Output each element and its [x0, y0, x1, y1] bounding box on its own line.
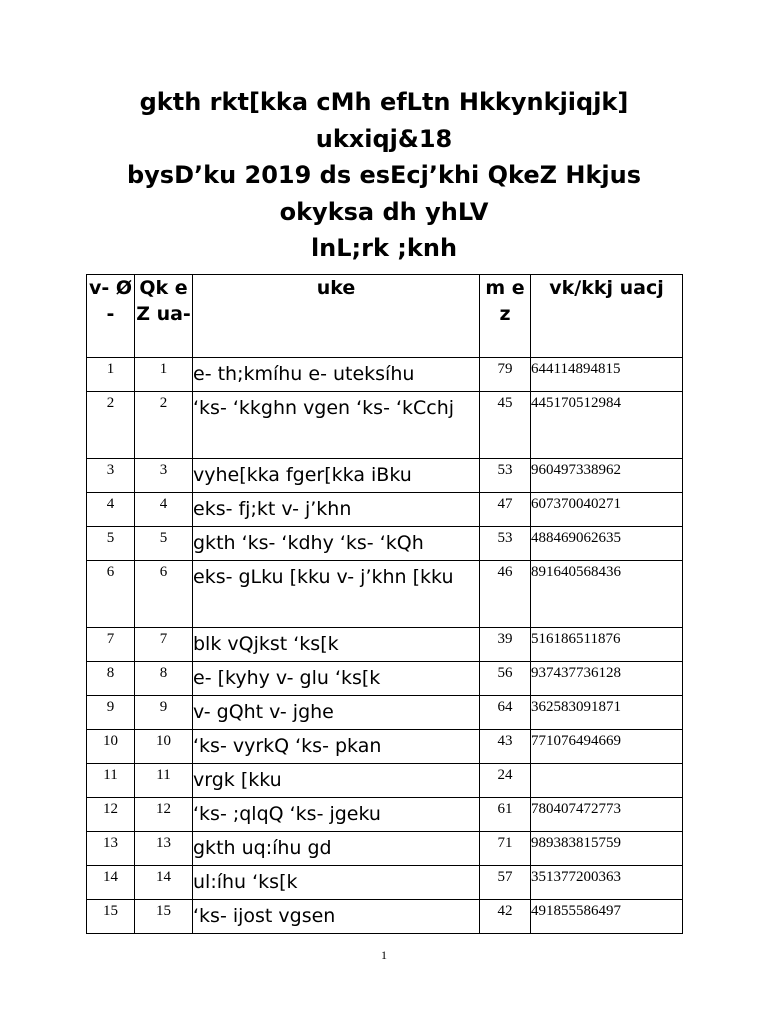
- table-row: [87, 392, 683, 459]
- cell-name: gkth uq:íhu gd: [193, 832, 480, 866]
- cell-age: 71: [480, 832, 531, 866]
- table-row: [87, 866, 683, 900]
- cell-form-number: 10: [135, 730, 193, 764]
- cell-form-number: 3: [135, 459, 193, 493]
- cell-age: 79: [480, 358, 531, 392]
- header-age: m ez: [480, 275, 531, 358]
- cell-age: 46: [480, 561, 531, 628]
- title-line: okyksa dh yhLV: [279, 197, 489, 226]
- cell-name: vrgk [kku: [193, 764, 480, 798]
- cell-age: 64: [480, 696, 531, 730]
- page-number: 1: [381, 948, 387, 962]
- cell-aadhaar-number: 488469062635: [531, 527, 683, 561]
- cell-serial-number: 5: [87, 527, 135, 561]
- table-row: [87, 628, 683, 662]
- cell-aadhaar-number: 445170512984: [531, 392, 683, 459]
- cell-aadhaar-number: 989383815759: [531, 832, 683, 866]
- table-header-row: [87, 275, 683, 358]
- cell-name: gkth ‘ks- ‘kdhy ‘ks- ‘kQh: [193, 527, 480, 561]
- table-row: [87, 358, 683, 392]
- table-row: [87, 662, 683, 696]
- table-row: [87, 764, 683, 798]
- cell-age: 43: [480, 730, 531, 764]
- cell-serial-number: 11: [87, 764, 135, 798]
- cell-name: e- th;kmíhu e- uteksíhu: [193, 358, 480, 392]
- cell-aadhaar-number: 771076494669: [531, 730, 683, 764]
- cell-form-number: 5: [135, 527, 193, 561]
- table-row: [87, 527, 683, 561]
- cell-name: ul:íhu ‘ks[k: [193, 866, 480, 900]
- cell-age: 24: [480, 764, 531, 798]
- cell-serial-number: 6: [87, 561, 135, 628]
- cell-aadhaar-number: 362583091871: [531, 696, 683, 730]
- cell-serial-number: 3: [87, 459, 135, 493]
- cell-form-number: 4: [135, 493, 193, 527]
- cell-serial-number: 15: [87, 900, 135, 934]
- cell-form-number: 1: [135, 358, 193, 392]
- cell-age: 45: [480, 392, 531, 459]
- cell-name: eks- fj;kt v- j’khn: [193, 493, 480, 527]
- cell-aadhaar-number: 644114894815: [531, 358, 683, 392]
- cell-form-number: 12: [135, 798, 193, 832]
- cell-serial-number: 10: [87, 730, 135, 764]
- cell-form-number: 13: [135, 832, 193, 866]
- cell-age: 61: [480, 798, 531, 832]
- title-line: ukxiqj&18: [315, 124, 453, 153]
- cell-serial-number: 9: [87, 696, 135, 730]
- cell-aadhaar-number: 780407472773: [531, 798, 683, 832]
- cell-age: 47: [480, 493, 531, 527]
- cell-serial-number: 12: [87, 798, 135, 832]
- cell-form-number: 14: [135, 866, 193, 900]
- cell-aadhaar-number: 491855586497: [531, 900, 683, 934]
- table-row: [87, 493, 683, 527]
- cell-name: ‘ks- vyrkQ ‘ks- pkan: [193, 730, 480, 764]
- member-list-table: [86, 274, 683, 934]
- cell-form-number: 15: [135, 900, 193, 934]
- cell-aadhaar-number: 937437736128: [531, 662, 683, 696]
- table-row: [87, 459, 683, 493]
- cell-name: blk vQjkst ‘ks[k: [193, 628, 480, 662]
- header-name: uke: [193, 275, 480, 358]
- cell-serial-number: 8: [87, 662, 135, 696]
- cell-form-number: 7: [135, 628, 193, 662]
- table-row: [87, 696, 683, 730]
- cell-aadhaar-number: 891640568436: [531, 561, 683, 628]
- cell-name: v- gQht v- jghe: [193, 696, 480, 730]
- cell-aadhaar-number: 960497338962: [531, 459, 683, 493]
- cell-serial-number: 14: [87, 866, 135, 900]
- header-aadhaar-number: vk/kkj uacj: [531, 275, 683, 358]
- cell-serial-number: 4: [87, 493, 135, 527]
- cell-name: ‘ks- ‘kkghn vgen ‘ks- ‘kCchj: [193, 392, 480, 459]
- cell-serial-number: 1: [87, 358, 135, 392]
- cell-aadhaar-number: 516186511876: [531, 628, 683, 662]
- table-row: [87, 900, 683, 934]
- cell-age: 56: [480, 662, 531, 696]
- cell-name: ‘ks- ;qlqQ ‘ks- jgeku: [193, 798, 480, 832]
- cell-age: 53: [480, 527, 531, 561]
- cell-aadhaar-number: [531, 764, 683, 798]
- cell-form-number: 11: [135, 764, 193, 798]
- cell-age: 53: [480, 459, 531, 493]
- title-line: gkth rkt[kka cMh efLtn Hkkynkjiqjk]: [139, 88, 629, 116]
- cell-form-number: 9: [135, 696, 193, 730]
- header-serial-number: v- Ø-: [87, 275, 135, 358]
- cell-serial-number: 2: [87, 392, 135, 459]
- document-title: [40, 84, 728, 267]
- cell-name: eks- gLku [kku v- j’khn [kku: [193, 561, 480, 628]
- title-line: bysD’ku 2019 ds esEcj’khi QkeZ Hkjus: [126, 161, 642, 189]
- cell-name: ‘ks- ijost vgsen: [193, 900, 480, 934]
- title-line: lnL;rk ;knh: [310, 234, 458, 262]
- cell-name: vyhe[kka fger[kka iBku: [193, 459, 480, 493]
- cell-serial-number: 13: [87, 832, 135, 866]
- cell-age: 57: [480, 866, 531, 900]
- table-row: [87, 730, 683, 764]
- cell-name: e- [kyhy v- glu ‘ks[k: [193, 662, 480, 696]
- header-form-number: Qk eZ ua-: [135, 275, 193, 358]
- cell-form-number: 8: [135, 662, 193, 696]
- cell-serial-number: 7: [87, 628, 135, 662]
- cell-form-number: 6: [135, 561, 193, 628]
- cell-aadhaar-number: 351377200363: [531, 866, 683, 900]
- table-row: [87, 832, 683, 866]
- cell-aadhaar-number: 607370040271: [531, 493, 683, 527]
- table-row: [87, 561, 683, 628]
- cell-age: 42: [480, 900, 531, 934]
- table-row: [87, 798, 683, 832]
- cell-form-number: 2: [135, 392, 193, 459]
- cell-age: 39: [480, 628, 531, 662]
